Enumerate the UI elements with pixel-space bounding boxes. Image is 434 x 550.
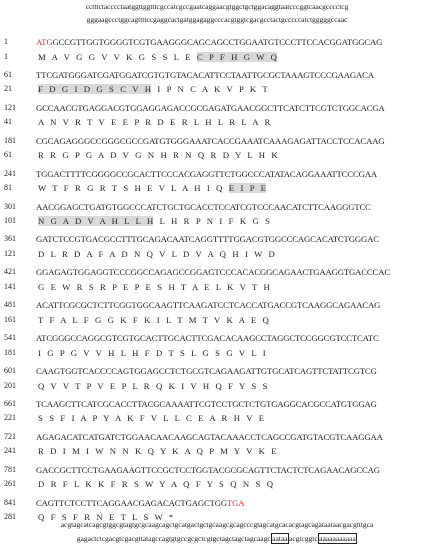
stop-codon: TGA (227, 497, 245, 508)
polya-signal-box: aataa (272, 534, 288, 543)
amino-acid-sequence: D R F L K K F R S W Y A Q F Y S Q N S Q (38, 479, 274, 490)
polya-tail-box: aaaaaaaaaaa (319, 534, 356, 543)
amino-acid-line (38, 479, 273, 489)
amino-acid-sequence: G E W R S R P E P E S H T A E L K V T H (38, 281, 270, 292)
amino-acid-position: 201 (4, 380, 16, 390)
amino-acid-sequence: Q F S F R N E T L S W * (38, 512, 174, 523)
dna-sequence: TGGACTTTTCGGGGCCGCACTTCCCACGAGGTTCTGGCCCATATACAGGAAATTCCCGAA (36, 168, 377, 179)
dna-sequence-line (36, 465, 380, 475)
nucleotide-position: 181 (4, 135, 16, 145)
amino-acid-position: 101 (4, 216, 16, 225)
amino-acid-position: 141 (4, 281, 16, 291)
amino-acid-sequence: D L R D A F A D N Q V L D V A Q H I W D (38, 248, 275, 259)
nucleotide-position: 841 (4, 497, 16, 507)
amino-acid-position: 221 (4, 413, 16, 423)
dna-sequence: GCCAACGTGAGGACGTGGAGGAGACCGCGAGATGAACGGCTTCATCTTCGTCTGGCACGA (36, 102, 385, 113)
dna-sequence-line (36, 234, 379, 244)
dna-sequence-line (36, 103, 385, 113)
amino-acid-sequence: R R G P G A D V G N H R N Q R D Y L H K (38, 150, 278, 161)
dna-sequence-line (36, 37, 382, 47)
amino-acid-position: 1 (4, 51, 8, 61)
amino-acid-line (38, 216, 270, 226)
amino-acid-position: 61 (4, 150, 12, 160)
dna-sequence: CGCAGAGGGCCGGGCGCCGATGTGGGAAATCACCGAAATCAAAGAGATTACCTCCACAAG (36, 135, 385, 146)
amino-acid-line (38, 249, 275, 259)
amino-acid-line (38, 117, 270, 127)
amino-acid-line (38, 315, 269, 325)
highlighted-motif: E I P E (228, 183, 266, 194)
amino-acid-position: 41 (4, 117, 12, 127)
amino-acid-sequence: S S F I A P Y A K F V L L C E A R H V E (38, 413, 264, 424)
dna-sequence: CAGTTCTCCTTCAGGAACGAGACACTGAGCTGG (36, 497, 228, 508)
dna-sequence: GATCTCCGTGACGCCTTTGCAGACAATCAGGTTTTGGACGTGGCCCAGCACATCTGGGAC (36, 234, 379, 245)
highlighted-motif: N G A D V A H L L H (38, 216, 154, 226)
amino-acid-position: 21 (4, 84, 12, 94)
highlighted-motif: C P F H G W Q (196, 51, 277, 62)
dna-sequence-line (36, 366, 377, 376)
utr5-line-1: cctttctacccctaatggttggtttcgccatcgccgaatcaggaacgtggctgctggacaggtaatcccggtcaacgcccctcg (85, 2, 349, 11)
nucleotide-position: 421 (4, 267, 16, 277)
dna-sequence: GACCGCTTCCTGAAGAAGTTCCGCTCCTGGTACGCGCAGTTCTACTCTCAGAACAGCCAG (36, 464, 380, 475)
nucleotide-position: 721 (4, 431, 16, 441)
dna-sequence: ACATTCGCGCTCTTCGGTGGCAAGTTCAAGATCCTCACCATGACCGTCAAGGCAGAACAG (36, 300, 381, 311)
amino-acid-line (38, 413, 264, 423)
amino-acid-line (38, 84, 268, 94)
dna-sequence-line (36, 267, 390, 277)
amino-acid-position: 181 (4, 347, 16, 357)
nucleotide-position: 121 (4, 102, 16, 112)
utr5-line-2: gggaagccctggcagttttccgaggcactgatggagaggcccacgtggtcgacgcctactgcccccatctgggggccaac (86, 15, 348, 24)
nucleotide-position: 601 (4, 366, 16, 375)
amino-acid-position: 121 (4, 248, 16, 258)
amino-acid-sequence: A N V R T V E E P R D E R L H L R L A R (38, 117, 271, 128)
dna-sequence-line (36, 300, 380, 310)
dna-sequence: AACGGAGCTGATGTGGCCCATCTGCTGCACCTCCATCGTCCCAACATCTTCAAGGGTCC (36, 201, 371, 212)
amino-acid-sequence: M A V G G V V K G S S L E (38, 51, 197, 62)
dna-sequence: GCCGTTGGTGGGGTCGTGAAGGGCAGCAGCCTGGAATGTCCCTTCCACGGATGGCAG (52, 37, 383, 47)
dna-sequence-line (36, 432, 383, 442)
dna-sequence-line (36, 202, 371, 212)
nucleotide-position: 1 (4, 37, 8, 46)
amino-acid-sequence: Q V V T P V E P L R Q K I V H Q F Y S S (38, 380, 268, 391)
utr3-sequence: gagactctcgacgtcgacgttatagccagtgtgccgcgctcgtgctagctagctagcaagc (76, 534, 271, 543)
nucleotide-position: 241 (4, 168, 16, 178)
utr3-line-1: acgtagcatcagcgtggcgtagtgcgcaagcagctgcatgactgctgcaagcgcagcccgtagcatgcacacgtagcagataataacgacgtttgca (60, 520, 374, 529)
dna-sequence-line (36, 399, 377, 409)
dna-sequence: CAAGTGGTCACCCCAGTGGAGCCTCTGCGTCAGAAGATTGTGCATCAGTTCTATTCGTCG (36, 366, 377, 376)
amino-acid-sequence: I G P G V V H L H F D T S L G S G V L I (38, 347, 266, 358)
dna-sequence-line (36, 70, 374, 80)
amino-acid-position: 261 (4, 479, 16, 489)
amino-acid-line (38, 183, 266, 193)
amino-acid-position: 81 (4, 183, 12, 193)
amino-acid-sequence: L H R P N I F K G S (153, 216, 270, 226)
dna-sequence: AGAGACATCATGATCTGGAACAACAAGCAGTACAAACCTCAGCCGATGTACGTCAAGGAA (36, 431, 383, 442)
amino-acid-line (38, 52, 277, 62)
nucleotide-position: 301 (4, 201, 16, 211)
dna-sequence: TCAAGCTTCATCGCACCTTACGCAAAATTCGTCCTGCTCTGTGAGGCACGCCATGTGGAG (36, 398, 377, 409)
amino-acid-line (38, 446, 277, 456)
dna-sequence: GGAGAGTGGAGGTCCCGGCCAGAGCCGGAGTCCCACACGGCAGAACTGAAGGTGACCCAC (36, 267, 390, 278)
amino-acid-position: 281 (4, 512, 16, 522)
amino-acid-position: 161 (4, 314, 16, 324)
dna-sequence: ATCGGGCCAGGCGTCGTGCACTTGCACTTCGACACAAGCCTAGGCTCCGGCGTCCTCATC (36, 333, 379, 344)
utr3-line-2 (0, 534, 434, 543)
highlighted-motif: F D G I D G S C V H (38, 84, 152, 95)
amino-acid-line (38, 381, 267, 391)
amino-acid-sequence: T F A L F G G K F K I L T M T V K A E Q (38, 314, 269, 325)
nucleotide-position: 361 (4, 234, 16, 244)
start-codon: ATG (36, 37, 53, 47)
dna-sequence-line (36, 169, 377, 179)
amino-acid-line (38, 348, 266, 358)
amino-acid-line (38, 282, 270, 292)
dna-sequence-line (36, 498, 244, 508)
amino-acid-sequence: R D I M I W N N K Q Y K A Q P M Y V K E (38, 446, 277, 457)
nucleotide-position: 61 (4, 69, 12, 79)
amino-acid-line (38, 150, 278, 160)
amino-acid-sequence: W T F R G R T S H E V L A H I Q (38, 183, 229, 194)
nucleotide-position: 661 (4, 398, 16, 408)
nucleotide-position: 781 (4, 464, 16, 474)
dna-sequence-line (36, 136, 384, 146)
dna-sequence-line (36, 333, 379, 343)
dna-sequence: TTCGATGGGATCGATGGATCGTGTGTACACATTCCTAATTGCGCTAAAGTCCCGAAGACA (36, 69, 374, 80)
utr3-sequence-2: acgtcggtc (289, 534, 318, 543)
nucleotide-position: 541 (4, 333, 16, 343)
nucleotide-position: 481 (4, 300, 16, 310)
amino-acid-sequence: I P N C A K V P K T (151, 84, 268, 95)
amino-acid-position: 241 (4, 446, 16, 456)
